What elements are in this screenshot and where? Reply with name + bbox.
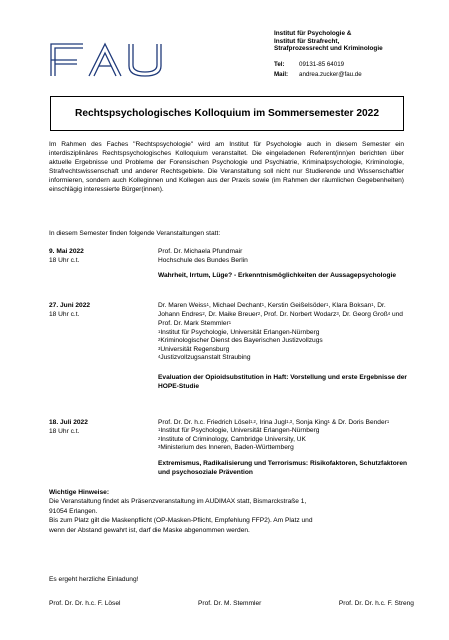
- speaker: Prof. Dr. Michaela Pfundmair: [158, 248, 243, 255]
- document-title: Rechtspsychologisches Kolloquium im Sommersemester 2022: [50, 96, 404, 131]
- institution-line: Institut für Psychologie &: [274, 30, 352, 37]
- signer: Prof. Dr. M. Stemmler: [197, 600, 262, 607]
- speaker-list: Prof. Dr. Dr. h.c. Friedrich Lösel$^{1,2}$, Irina Jugl$^{1,3}$, Sonja King$^1$ & Dr. Doris Bender$^1$: [158, 419, 390, 426]
- affiliation-list: $^1$Institut für Psychologie, Universität Erlangen-Nürnberg $^2$Kriminologischer Dienst des Bayerischen Justizvollzugs $^3$Universität Regensburg $^4$Justizvollzugsanstalt Straubing: [158, 328, 323, 362]
- intro-paragraph: Im Rahmen des Faches "Rechtspsychologie" wird am Institut für Psychologie auch in diesem Semester ein interdisziplinäres Rechtspsychologisches Kolloquium veranstaltet. Die eingeladenen Referent(inn)en berichten über aktuelle Ergebnisse und Probleme der Forensischen Psychologie und Psychiatrie, Kriminalpsychologie, Kriminologie, Strafrechtswissenschaft und anderer Rechtsgebiete. Die Veranstaltung soll nicht nur Studierende und Wissenschaftler informieren, sondern auch Kolleginnen und Kollegen aus der Praxis sowie (im Rahmen der räumlichen Gegebenheiten) einschlägig interessierte Bürger(innen).: [49, 141, 404, 194]
- institution-block: [274, 30, 444, 53]
- event-date-1: 9. Mai 2022 18 Uhr c.t.: [49, 248, 84, 264]
- affiliation-list: $^1$Institut für Psychologie, Universität Erlangen-Nürnberg $^2$Institute of Criminology, Cambridge University, UK $^3$Ministerium des Inneren, Baden-Württemberg: [158, 427, 320, 452]
- signer: Prof. Dr. Dr. h.c. F. Lösel: [49, 600, 121, 607]
- speaker-affiliation: Hochschule des Bundes Berlin: [158, 257, 248, 265]
- speaker-list: Dr. Maren Weiss$^1$, Michael Dechant$^1$, Kerstin Geißelsöder$^1$, Klara Boksan$^1$, Dr. Johann Endres$^2$, Dr. Maike Breuer$^2$, Prof. Dr. Norbert Wodarz$^3$, Dr. Georg Groß$^4$ und Prof. Dr. Mark Stemmler$^1$: [158, 302, 403, 328]
- contact-block: [274, 60, 444, 80]
- institution-line: Strafprozessrecht und Kriminologie: [274, 45, 383, 53]
- event-date-2: 27. Juni 2022 18 Uhr c.t.: [49, 302, 91, 318]
- fau-logo: [49, 40, 167, 78]
- contact-phone: Tel: 09131-85 64019: [274, 61, 345, 68]
- important-notes: Wichtige Hinweise: Die Veranstaltung findet als Präsenzveranstaltung im AUDIMAX statt, Bismarckstraße 1, 91054 Erlangen. Bis zum Platz gilt die Maskenpflicht (OP-Masken-Pflicht, Empfehlung FFP2). Am Platz und wenn der Abstand gewahrt ist, darf die Maske abgenommen werden.: [49, 488, 409, 535]
- talk-title: Extremismus, Radikalisierung und Terrorismus: Risikofaktoren, Schutzfaktoren und psychosoziale Prävention: [158, 459, 408, 477]
- event-details-2: [158, 301, 408, 391]
- dates-intro: In diesem Semester finden folgende Veranstaltungen statt:: [49, 230, 221, 237]
- event-details-3: [158, 418, 408, 477]
- talk-title: Evaluation der Opioidsubstitution in Haft: Vorstellung und erste Ergebnisse der HOPE-Studie: [158, 373, 408, 391]
- event-date-3: 18. Juli 2022 18 Uhr c.t.: [49, 419, 88, 435]
- contact-mail: Mail: andrea.zucker@fau.de: [274, 71, 362, 78]
- notes-heading: Wichtige Hinweise:: [49, 489, 110, 496]
- talk-title: Wahrheit, Irrtum, Lüge? - Erkenntnismöglichkeiten der Aussagepsychologie: [158, 272, 397, 280]
- signers: [49, 600, 414, 607]
- event-details-1: [158, 247, 408, 281]
- institution-line: Institut für Strafrecht,: [274, 37, 340, 45]
- signer: Prof. Dr. Dr. h.c. F. Streng: [338, 600, 414, 607]
- closing-line: Es ergeht herzliche Einladung!: [49, 576, 139, 583]
